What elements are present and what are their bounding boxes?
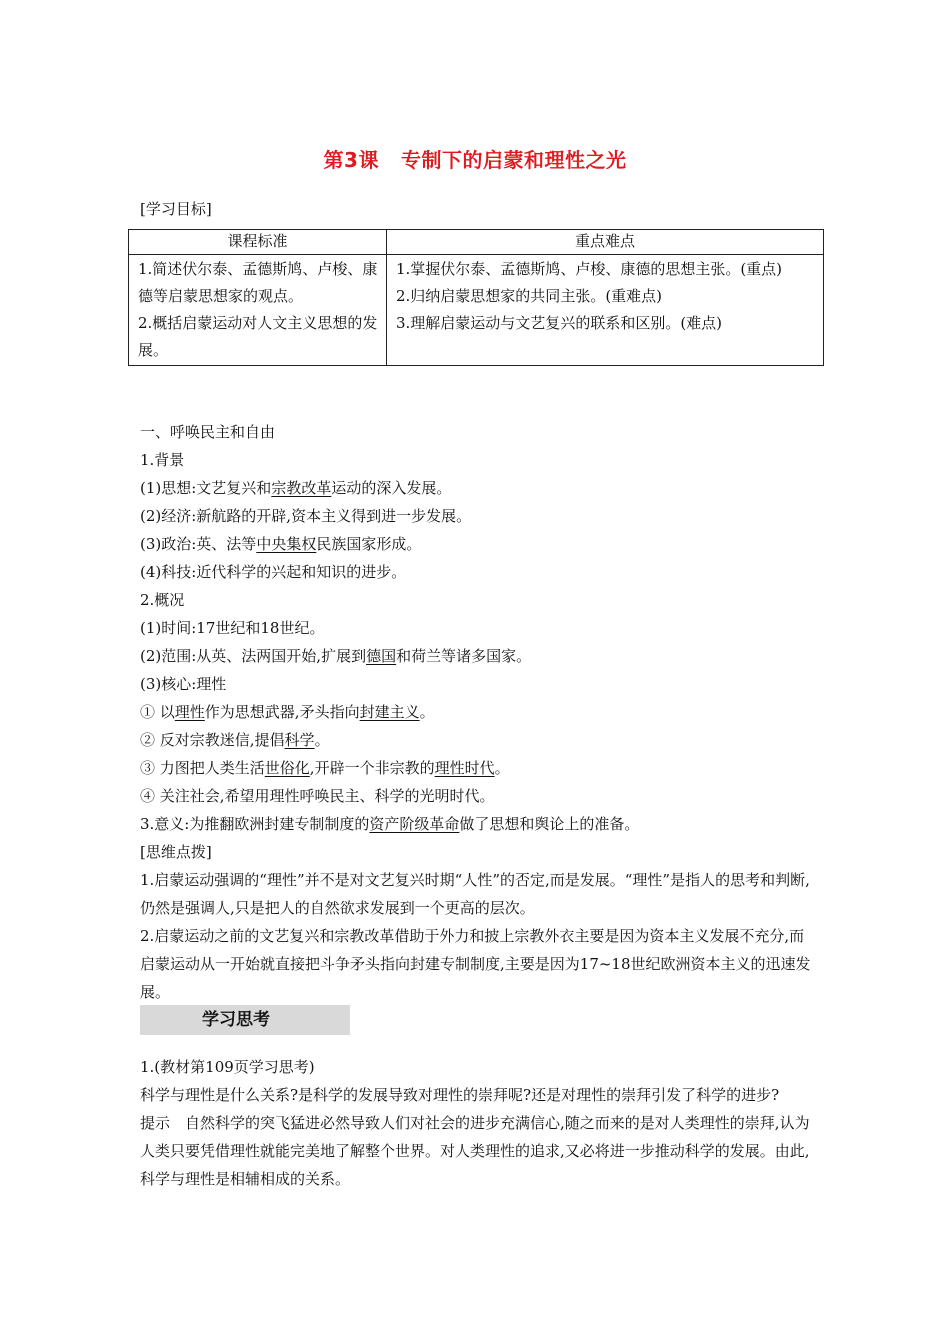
goals-header-row xyxy=(129,230,824,255)
thinking-point: 2.启蒙运动之前的文艺复兴和宗教改革借助于外力和披上宗教外衣主要是因为资本主义发展不充分,而启蒙运动从一开始就直接把斗争矛头指向封建专制制度,主要是因为17~18世纪欧洲资本主义的迅速发展。 xyxy=(140,927,811,1001)
overview-heading: 2.概况 xyxy=(140,591,185,609)
background-item: (2)经济:新航路的开辟,资本主义得到进一步发展。 xyxy=(140,507,472,525)
underlined-term: 世俗化 xyxy=(264,759,310,777)
core-item: ④ 关注社会,希望用理性呼唤民主、科学的光明时代。 xyxy=(140,787,495,805)
lesson-number: 第3课 xyxy=(323,148,379,172)
study-thinking-banner: 学习思考 xyxy=(140,1005,350,1035)
overview-item: (1)时间:17世纪和18世纪。 xyxy=(140,619,325,637)
core-item: ② 反对宗教迷信,提倡科学。 xyxy=(140,731,330,749)
overview-item: (3)核心:理性 xyxy=(140,675,227,693)
underlined-term: 科学 xyxy=(284,731,315,749)
background-heading: 1.背景 xyxy=(140,451,185,469)
underlined-term: 理性时代 xyxy=(434,759,495,777)
significance-item: 3.意义:为推翻欧洲封建专制制度的资产阶级革命做了思想和舆论上的准备。 xyxy=(140,815,640,833)
underlined-term: 封建主义 xyxy=(359,703,420,721)
goals-table xyxy=(128,229,824,366)
background-item: (4)科技:近代科学的兴起和知识的进步。 xyxy=(140,563,407,581)
standard-item: 1.简述伏尔泰、孟德斯鸠、卢梭、康德等启蒙思想家的观点。 xyxy=(138,260,378,305)
underlined-term: 宗教改革 xyxy=(271,479,332,497)
answer-text xyxy=(140,1109,814,1193)
section-heading: 一、呼唤民主和自由 xyxy=(140,423,276,441)
goals-body-row xyxy=(129,255,824,366)
background-item: (1)思想:文艺复兴和宗教改革运动的深入发展。 xyxy=(140,479,452,497)
answer-label: 提示 xyxy=(140,1114,171,1132)
core-item: ③ 力图把人类生活世俗化,开辟一个非宗教的理性时代。 xyxy=(140,759,510,777)
core-item: ① 以理性作为思想武器,矛头指向封建主义。 xyxy=(140,703,435,721)
answer-body: 自然科学的突飞猛进必然导致人们对社会的进步充满信心,随之而来的是对人类理性的崇拜,认为人类只要凭借理性就能完美地了解整个世界。对人类理性的追求,又必将进一步推动科学的发展。由此,科学与理性是相辅相成的关系。 xyxy=(140,1114,810,1188)
standard-item: 2.概括启蒙运动对人文主义思想的发展。 xyxy=(138,314,378,359)
thinking-point: 1.启蒙运动强调的“理性”并不是对文艺复兴时期“人性”的否定,而是发展。“理性”是指人的思考和判断,仍然是强调人,只是把人的自然欲求发展到一个更高的层次。 xyxy=(140,871,810,917)
underlined-term: 中央集权 xyxy=(256,535,317,553)
section-one xyxy=(140,418,814,1006)
overview-item: (2)范围:从英、法两国开始,扩展到德国和荷兰等诸多国家。 xyxy=(140,647,532,665)
page-title xyxy=(0,144,950,173)
key-point-item: 2.归纳启蒙思想家的共同主张。(重难点) xyxy=(396,287,663,305)
underlined-term: 理性 xyxy=(174,703,205,721)
background-item: (3)政治:英、法等中央集权民族国家形成。 xyxy=(140,535,422,553)
underlined-term: 德国 xyxy=(366,647,397,665)
header-standards: 课程标准 xyxy=(129,230,387,255)
key-point-item: 3.理解启蒙运动与文艺复兴的联系和区别。(难点) xyxy=(396,314,723,332)
qa-section xyxy=(140,1053,814,1193)
lesson-name: 专制下的启蒙和理性之光 xyxy=(400,148,627,172)
standards-cell xyxy=(129,255,387,366)
question-source: 1.(教材第109页学习思考) xyxy=(140,1058,315,1076)
thinking-label: [思维点拨] xyxy=(140,843,212,861)
key-points-cell xyxy=(387,255,824,366)
key-point-item: 1.掌握伏尔泰、孟德斯鸠、卢梭、康德的思想主张。(重点) xyxy=(396,260,783,278)
header-key-points: 重点难点 xyxy=(387,230,824,255)
question-text: 科学与理性是什么关系?是科学的发展导致对理性的崇拜呢?还是对理性的崇拜引发了科学的进步? xyxy=(140,1086,780,1104)
goals-label: [学习目标] xyxy=(140,200,212,218)
underlined-term: 资产阶级革命 xyxy=(369,815,460,833)
